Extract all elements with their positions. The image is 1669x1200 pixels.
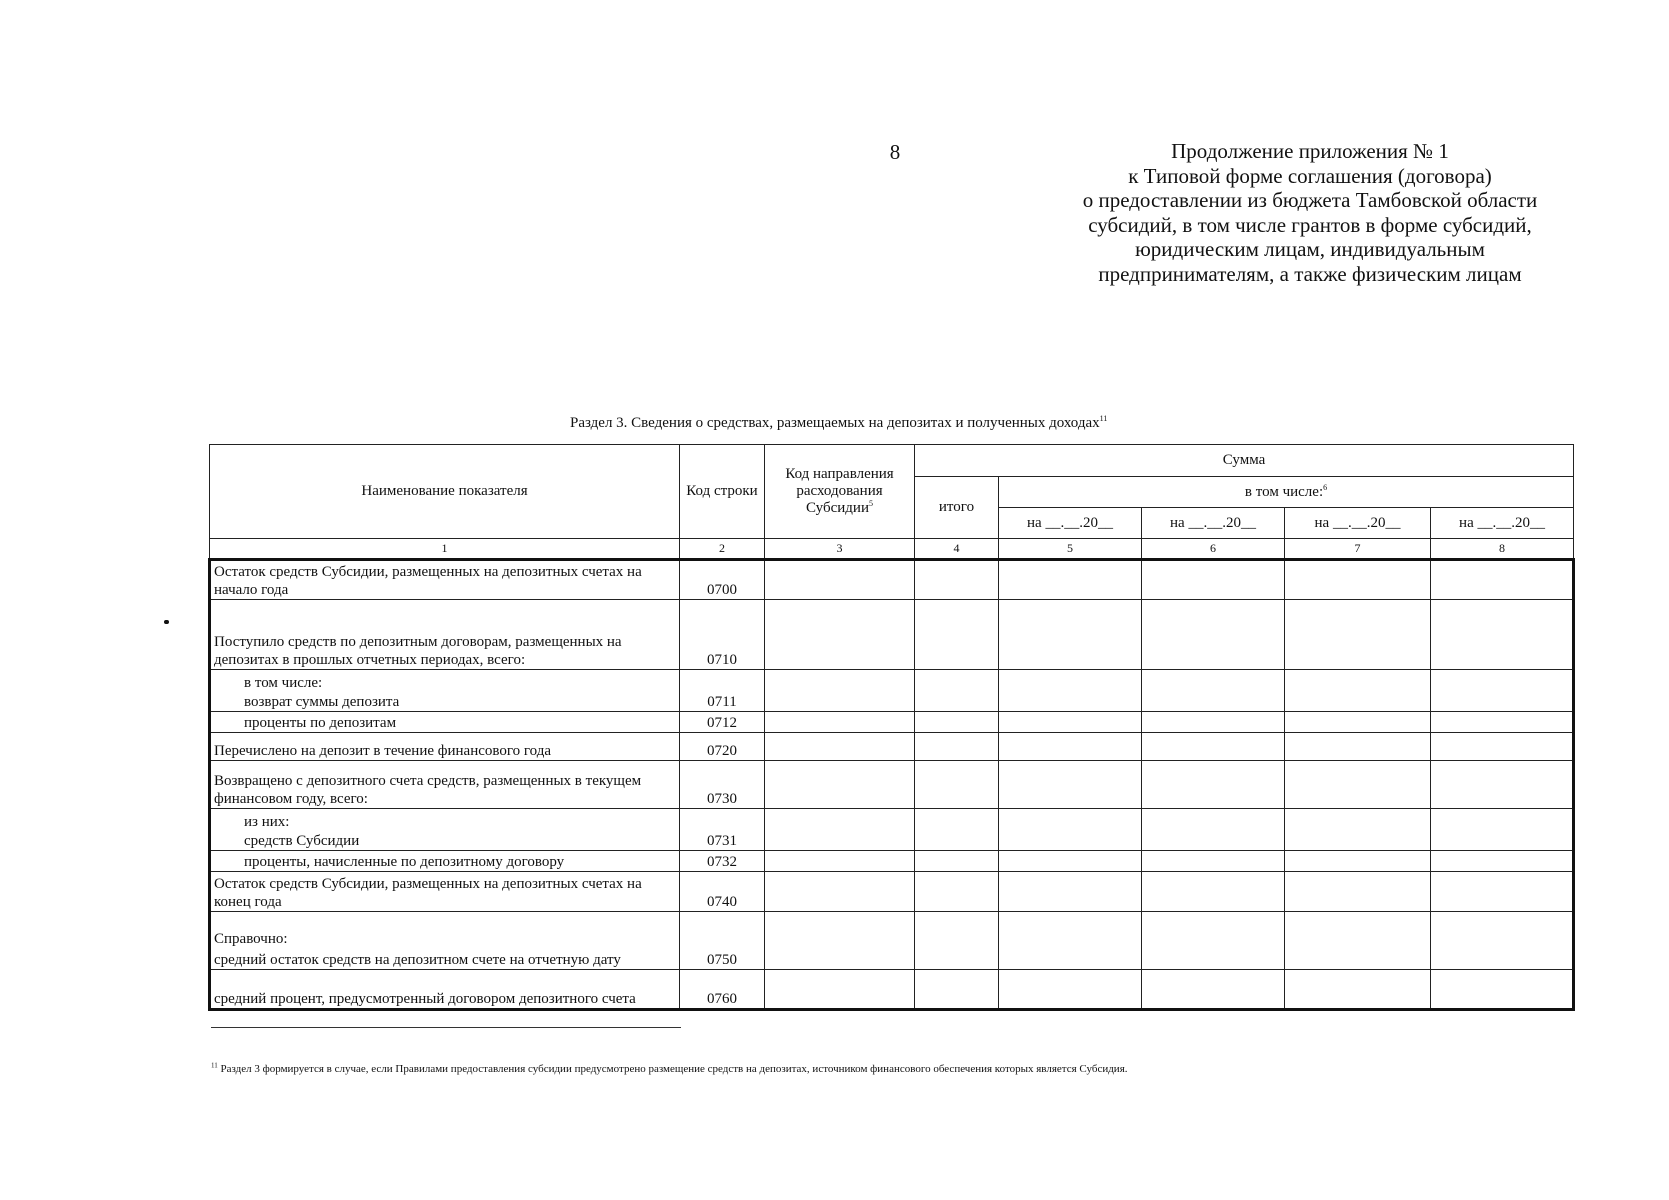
- value-cell[interactable]: [765, 712, 915, 733]
- value-cell[interactable]: [915, 948, 999, 970]
- row-code: 0710: [680, 600, 765, 670]
- value-cell[interactable]: [915, 761, 999, 809]
- value-cell[interactable]: [1431, 970, 1574, 1010]
- value-cell[interactable]: [765, 831, 915, 851]
- header-date-3: на __.__.20__: [1285, 508, 1431, 539]
- indicator-name: Возвращено с депозитного счета средств, размещенных в текущем финансовом году, всего:: [210, 761, 680, 809]
- value-cell[interactable]: [999, 761, 1142, 809]
- table-row: [210, 761, 1574, 809]
- header-line: предпринимателям, а также физическим лицам: [1098, 261, 1522, 286]
- value-cell[interactable]: [1142, 912, 1285, 948]
- value-cell[interactable]: [1142, 761, 1285, 809]
- row-code: 0712: [680, 712, 765, 733]
- table-row: [210, 692, 1574, 712]
- value-cell[interactable]: [1431, 761, 1574, 809]
- table-row: [210, 831, 1574, 851]
- footnote-separator: [211, 1027, 681, 1028]
- header-date-4: на __.__.20__: [1431, 508, 1574, 539]
- table-row: [210, 948, 1574, 970]
- value-cell[interactable]: [1431, 733, 1574, 761]
- value-cell[interactable]: [1431, 948, 1574, 970]
- value-cell[interactable]: [1285, 948, 1431, 970]
- value-cell[interactable]: [765, 733, 915, 761]
- column-number: 5: [999, 539, 1142, 560]
- row-code: 0750: [680, 948, 765, 970]
- value-cell[interactable]: [765, 948, 915, 970]
- value-cell[interactable]: [999, 733, 1142, 761]
- column-number: 4: [915, 539, 999, 560]
- header-sum: Сумма: [915, 445, 1574, 477]
- value-cell[interactable]: [1142, 600, 1285, 670]
- value-cell[interactable]: [1285, 831, 1431, 851]
- value-cell[interactable]: [915, 970, 999, 1010]
- table-row: [210, 560, 1574, 600]
- value-cell[interactable]: [999, 560, 1142, 600]
- value-cell[interactable]: [1431, 712, 1574, 733]
- value-cell[interactable]: [1142, 560, 1285, 600]
- value-cell[interactable]: [765, 560, 915, 600]
- value-cell[interactable]: [915, 831, 999, 851]
- row-code: 0760: [680, 970, 765, 1010]
- table-row: [210, 912, 1574, 948]
- value-cell[interactable]: [999, 712, 1142, 733]
- value-cell[interactable]: [915, 670, 999, 692]
- header-line: юридическим лицам, индивидуальным: [1135, 237, 1485, 261]
- value-cell[interactable]: [999, 970, 1142, 1010]
- value-cell[interactable]: [915, 872, 999, 912]
- indicator-name: проценты по депозитам: [210, 712, 680, 733]
- value-cell[interactable]: [1431, 872, 1574, 912]
- value-cell[interactable]: [1431, 560, 1574, 600]
- value-cell[interactable]: [765, 851, 915, 872]
- column-number: 6: [1142, 539, 1285, 560]
- table-row: [210, 872, 1574, 912]
- value-cell[interactable]: [1431, 851, 1574, 872]
- header-direction-code: [765, 445, 915, 539]
- deposit-report-table: [208, 444, 1575, 1011]
- value-cell[interactable]: [915, 809, 999, 831]
- header-total: итого: [915, 477, 999, 539]
- header-including-text: в том числе:: [1244, 483, 1324, 500]
- value-cell[interactable]: [765, 809, 915, 831]
- indicator-name: Справочно:: [210, 912, 680, 948]
- value-cell[interactable]: [999, 831, 1142, 851]
- value-cell[interactable]: [1142, 809, 1285, 831]
- value-cell[interactable]: [915, 733, 999, 761]
- value-cell[interactable]: [1285, 761, 1431, 809]
- indicator-name: Остаток средств Субсидии, размещенных на депозитных счетах на начало года: [210, 560, 680, 600]
- value-cell[interactable]: [1431, 912, 1574, 948]
- value-cell[interactable]: [999, 948, 1142, 970]
- value-cell[interactable]: [765, 670, 915, 692]
- value-cell[interactable]: [1285, 970, 1431, 1010]
- value-cell[interactable]: [999, 809, 1142, 831]
- value-cell[interactable]: [999, 851, 1142, 872]
- indicator-name: Остаток средств Субсидии, размещенных на депозитных счетах на конец года: [210, 872, 680, 912]
- value-cell[interactable]: [915, 851, 999, 872]
- value-cell[interactable]: [765, 872, 915, 912]
- value-cell[interactable]: [765, 970, 915, 1010]
- row-code: [680, 912, 765, 948]
- value-cell[interactable]: [999, 912, 1142, 948]
- value-cell[interactable]: [915, 560, 999, 600]
- value-cell[interactable]: [1142, 692, 1285, 712]
- appendix-header: [1040, 139, 1580, 286]
- footnote: [211, 1063, 1128, 1075]
- value-cell[interactable]: [1431, 600, 1574, 670]
- indicator-name: Поступило средств по депозитным договорам, размещенных на депозитах в прошлых отчетных периодах, всего:: [210, 600, 680, 670]
- value-cell[interactable]: [1142, 712, 1285, 733]
- value-cell[interactable]: [1142, 948, 1285, 970]
- section-title-footnote-ref: 11: [1099, 414, 1108, 423]
- value-cell[interactable]: [1431, 692, 1574, 712]
- column-number: 2: [680, 539, 765, 560]
- value-cell[interactable]: [1285, 712, 1431, 733]
- indicator-name: средний остаток средств на депозитном счете на отчетную дату: [210, 948, 680, 970]
- indicator-name: в том числе:: [210, 670, 680, 692]
- value-cell[interactable]: [999, 600, 1142, 670]
- value-cell[interactable]: [1285, 809, 1431, 831]
- value-cell[interactable]: [1142, 670, 1285, 692]
- value-cell[interactable]: [1142, 872, 1285, 912]
- value-cell[interactable]: [1431, 670, 1574, 692]
- header-line: субсидий, в том числе грантов в форме субсидий,: [1088, 212, 1532, 237]
- header-including: [999, 477, 1574, 508]
- value-cell[interactable]: [1431, 809, 1574, 831]
- value-cell[interactable]: [915, 692, 999, 712]
- value-cell[interactable]: [765, 761, 915, 809]
- table-row: [210, 670, 1574, 692]
- value-cell[interactable]: [1431, 831, 1574, 851]
- column-number: 7: [1285, 539, 1431, 560]
- page-number: 8: [889, 140, 901, 164]
- value-cell[interactable]: [999, 692, 1142, 712]
- table-row: [210, 809, 1574, 831]
- value-cell[interactable]: [1285, 560, 1431, 600]
- row-code: 0720: [680, 733, 765, 761]
- indicator-name: средний процент, предусмотренный договором депозитного счета: [210, 970, 680, 1010]
- row-code: 0732: [680, 851, 765, 872]
- value-cell[interactable]: [999, 872, 1142, 912]
- header-line: Продолжение приложения № 1: [1171, 139, 1449, 163]
- section-title-text: Раздел 3. Сведения о средствах, размещаемых на депозитах и полученных доходах: [570, 415, 1100, 431]
- indicator-name: Перечислено на депозит в течение финансового года: [210, 733, 680, 761]
- row-code: [680, 809, 765, 831]
- indicator-name: возврат суммы депозита: [210, 692, 680, 712]
- header-direction-code-text: Код направления расходования Субсидии: [785, 466, 894, 516]
- table-row: [210, 970, 1574, 1010]
- header-line: о предоставлении из бюджета Тамбовской области: [1082, 188, 1538, 212]
- row-code: [680, 670, 765, 692]
- header-line: к Типовой форме соглашения (договора): [1128, 163, 1492, 188]
- table-header: [210, 445, 1574, 560]
- header-date-1: на __.__.20__: [999, 508, 1142, 539]
- table-body: [210, 560, 1574, 1010]
- table-row: [210, 851, 1574, 872]
- section-title: [570, 415, 1107, 432]
- header-direction-footnote-ref: 5: [868, 499, 873, 508]
- footnote-marker: 11: [211, 1061, 218, 1070]
- value-cell[interactable]: [915, 912, 999, 948]
- header-date-2: на __.__.20__: [1142, 508, 1285, 539]
- value-cell[interactable]: [1285, 600, 1431, 670]
- header-row-code: Код строки: [680, 445, 765, 539]
- header-including-footnote-ref: 6: [1323, 482, 1328, 492]
- indicator-name: средств Субсидии: [210, 831, 680, 851]
- value-cell[interactable]: [1142, 733, 1285, 761]
- row-code: 0700: [680, 560, 765, 600]
- header-indicator-name: Наименование показателя: [210, 445, 680, 539]
- value-cell[interactable]: [1285, 733, 1431, 761]
- footnote-text: Раздел 3 формируется в случае, если Правилами предоставления субсидии предусмотрено размещение средств на депозитах, источником финансового обеспечения которых является Субсидия.: [217, 1063, 1128, 1075]
- indicator-name: из них:: [210, 809, 680, 831]
- row-code: 0740: [680, 872, 765, 912]
- value-cell[interactable]: [1285, 692, 1431, 712]
- value-cell[interactable]: [765, 912, 915, 948]
- table-row: [210, 712, 1574, 733]
- value-cell[interactable]: [1285, 912, 1431, 948]
- value-cell[interactable]: [1285, 670, 1431, 692]
- column-number: 1: [210, 539, 680, 560]
- value-cell[interactable]: [765, 600, 915, 670]
- indicator-name: проценты, начисленные по депозитному договору: [210, 851, 680, 872]
- value-cell[interactable]: [915, 712, 999, 733]
- scan-mark: [164, 620, 169, 624]
- value-cell[interactable]: [1285, 872, 1431, 912]
- table-row: [210, 733, 1574, 761]
- table-row: [210, 600, 1574, 670]
- value-cell[interactable]: [765, 692, 915, 712]
- column-number: 3: [765, 539, 915, 560]
- row-code: 0730: [680, 761, 765, 809]
- value-cell[interactable]: [1142, 970, 1285, 1010]
- value-cell[interactable]: [999, 670, 1142, 692]
- row-code: 0731: [680, 831, 765, 851]
- row-code: 0711: [680, 692, 765, 712]
- value-cell[interactable]: [1142, 831, 1285, 851]
- column-number: 8: [1431, 539, 1574, 560]
- value-cell[interactable]: [915, 600, 999, 670]
- value-cell[interactable]: [1285, 851, 1431, 872]
- value-cell[interactable]: [1142, 851, 1285, 872]
